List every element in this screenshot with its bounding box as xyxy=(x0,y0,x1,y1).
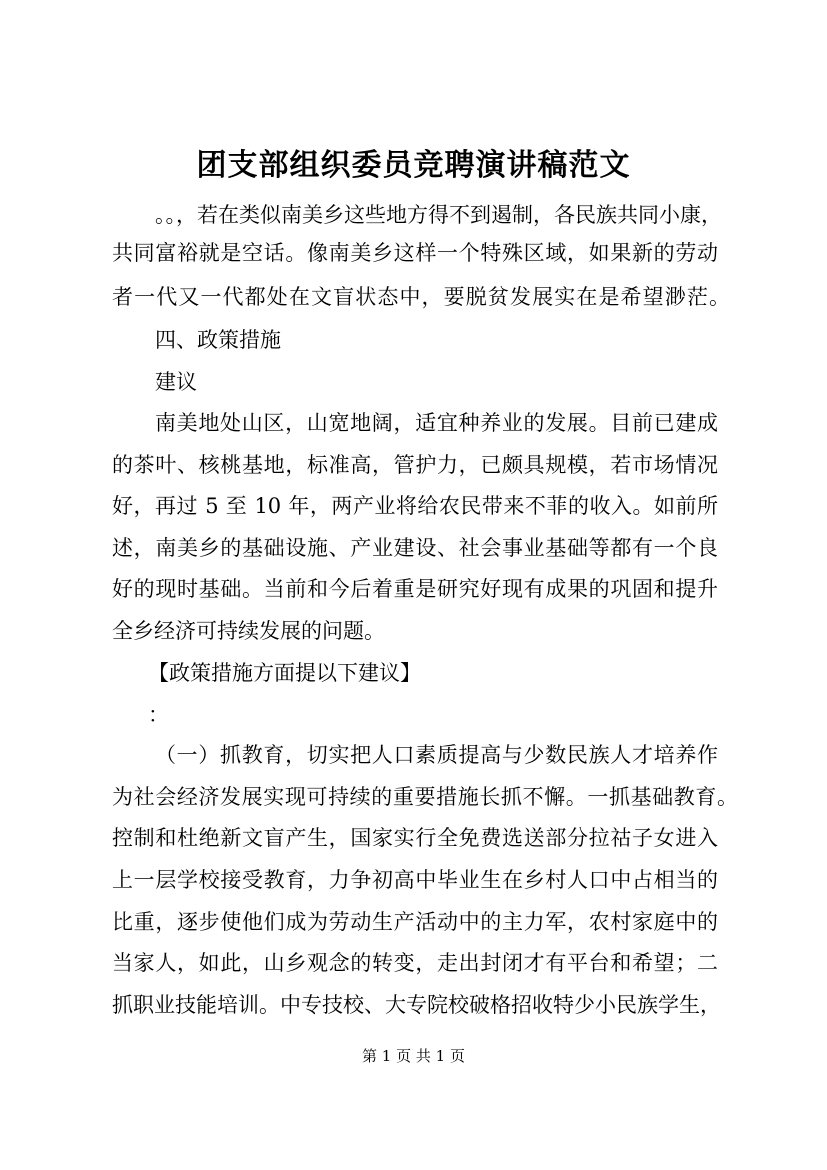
paragraph-line: 好，再过 5 至 10 年，两产业将给农民带来不菲的收入。如前所 xyxy=(112,494,718,518)
bracket-heading: 【政策措施方面提以下建议】 xyxy=(148,661,421,685)
paragraph-line: 好的现时基础。当前和今后着重是研究好现有成果的巩固和提升 xyxy=(112,577,718,601)
paragraph-line: 南美地处山区，山宽地阔，适宜种养业的发展。目前已建成 xyxy=(155,411,718,435)
section-heading: 四、政策措施 xyxy=(155,328,281,352)
paragraph-line: 比重，逐步使他们成为劳动生产活动中的主力军，农村家庭中的 xyxy=(112,910,718,934)
paragraph-line: 当家人，如此，山乡观念的转变，走出封闭才有平台和希望；二 xyxy=(112,951,718,975)
paragraph-line: 者一代又一代都处在文盲状态中，要脱贫发展实在是希望渺茫。 xyxy=(112,285,730,309)
paragraph-line: 的茶叶、核桃基地，标准高，管护力，已颇具规模，若市场情况 xyxy=(112,453,718,477)
paragraph-line: （一）抓教育，切实把人口素质提高与少数民族人才培养作 xyxy=(155,743,718,767)
section-subheading: 建议 xyxy=(155,370,197,394)
paragraph-line: 为社会经济发展实现可持续的重要措施长抓不懈。一抓基础教育。 xyxy=(112,785,738,809)
colon-line: ： xyxy=(148,703,169,727)
document-title: 团支部组织委员竞聘演讲稿范文 xyxy=(196,148,631,183)
paragraph-line: 共同富裕就是空话。像南美乡这样一个特殊区域，如果新的劳动 xyxy=(112,241,718,265)
paragraph-line: 。。，若在类似南美乡这些地方得不到遏制，各民族共同小康， xyxy=(155,203,722,227)
page-footer: 第 1 页 共 1 页 xyxy=(362,1047,465,1065)
paragraph-line: 抓职业技能培训。中专技校、大专院校破格招收特少小民族学生， xyxy=(112,993,721,1017)
paragraph-line: 控制和杜绝新文盲产生，国家实行全免费选送部分拉祜子女进入 xyxy=(112,826,718,850)
paragraph-line: 全乡经济可持续发展的问题。 xyxy=(112,619,385,643)
paragraph-line: 上一层学校接受教育，力争初高中毕业生在乡村人口中占相当的 xyxy=(112,868,718,892)
paragraph-line: 述，南美乡的基础设施、产业建设、社会事业基础等都有一个良 xyxy=(112,536,718,560)
